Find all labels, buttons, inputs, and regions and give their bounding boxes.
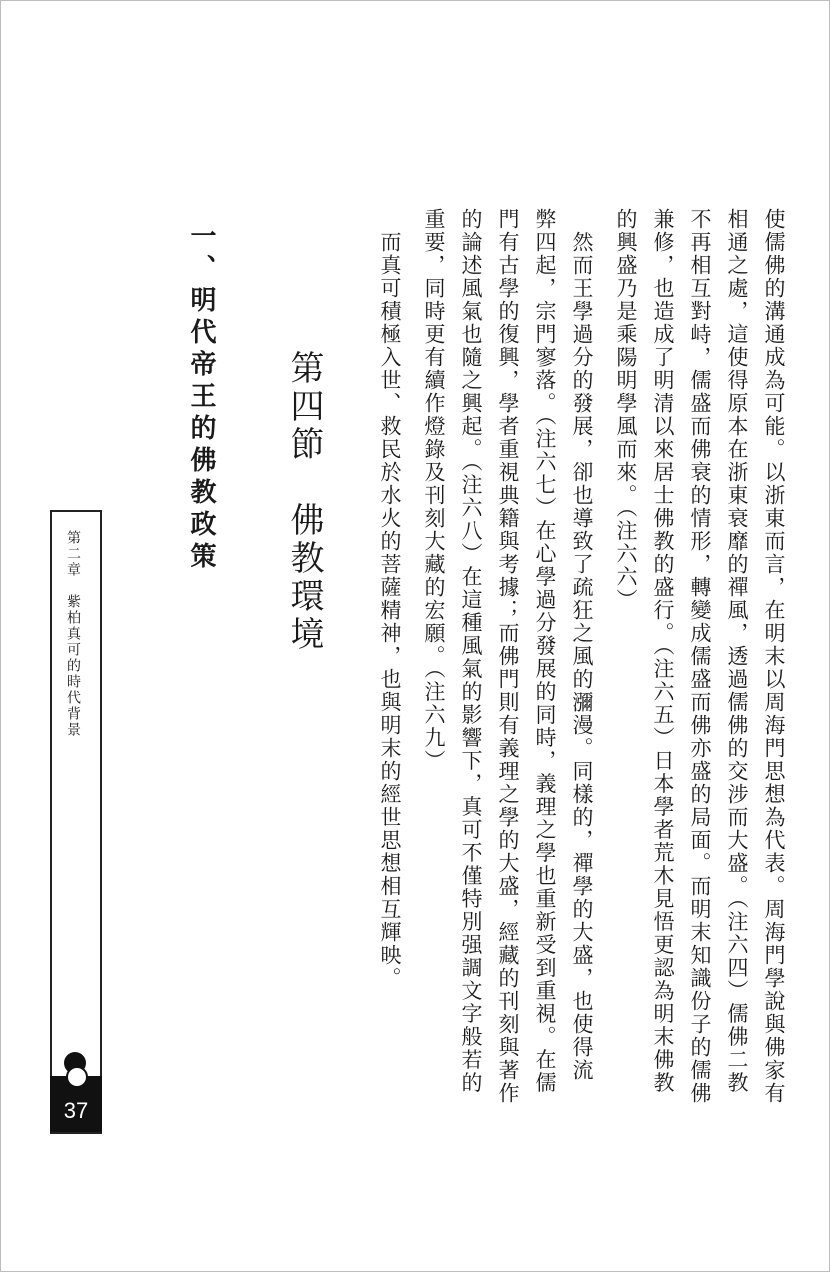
body-column: 然而王學過分的發展，卻也導致了疏狂之風的瀰漫。同樣的，禪學的大盛，也使得流 [570,208,594,1082]
body-column: 的論述風氣也隨之興起。（注六八）在這種風氣的影響下，真可不僅特別强調文字般若的 [459,208,483,1095]
chapter-running-title: 第二章 紫柏真可的時代背景 [65,530,81,738]
body-column: 而真可積極入世、救民於水火的菩薩精神，也與明末的經世思想相互輝映。 [378,208,402,990]
body-column: 門有古學的復興，學者重視典籍與考據；而佛門則有義理之學的大盛，經藏的刊刻與著作 [496,208,520,1105]
subsection-heading: 一、明代帝王的佛教政策 [186,222,216,574]
body-column: 的興盛乃是乘陽明學風而來。（注六六） [614,208,638,612]
body-column: 相通之處，這使得原本在浙東衰靡的禪風，透過儒佛的交涉而大盛。（注六四）儒佛二教 [725,208,749,1095]
body-column: 重要，同時更有續作燈錄及刊刻大藏的宏願。（注六九） [422,208,446,773]
body-column: 不再相互對峙，儒盛而佛衰的情形，轉變成儒盛而佛亦盛的局面。而明末知識份子的儒佛 [688,208,712,1105]
section-title: 第四節 佛教環境 [284,350,324,654]
body-column: 弊四起，宗門寥落。（注六七）在心學過分發展的同時，義理之學也重新受到重視。在儒 [533,208,557,1095]
body-column: 兼修，也造成了明清以來居士佛教的盛行。（注六五）日本學者荒木見悟更認為明末佛教 [651,208,675,1095]
body-column: 使儒佛的溝通成為可能。以浙東而言，在明末以周海門思想為代表。周海門學說與佛家有 [762,208,786,1105]
white-circle-icon [66,1066,88,1088]
page-number: 37 [63,1098,89,1123]
